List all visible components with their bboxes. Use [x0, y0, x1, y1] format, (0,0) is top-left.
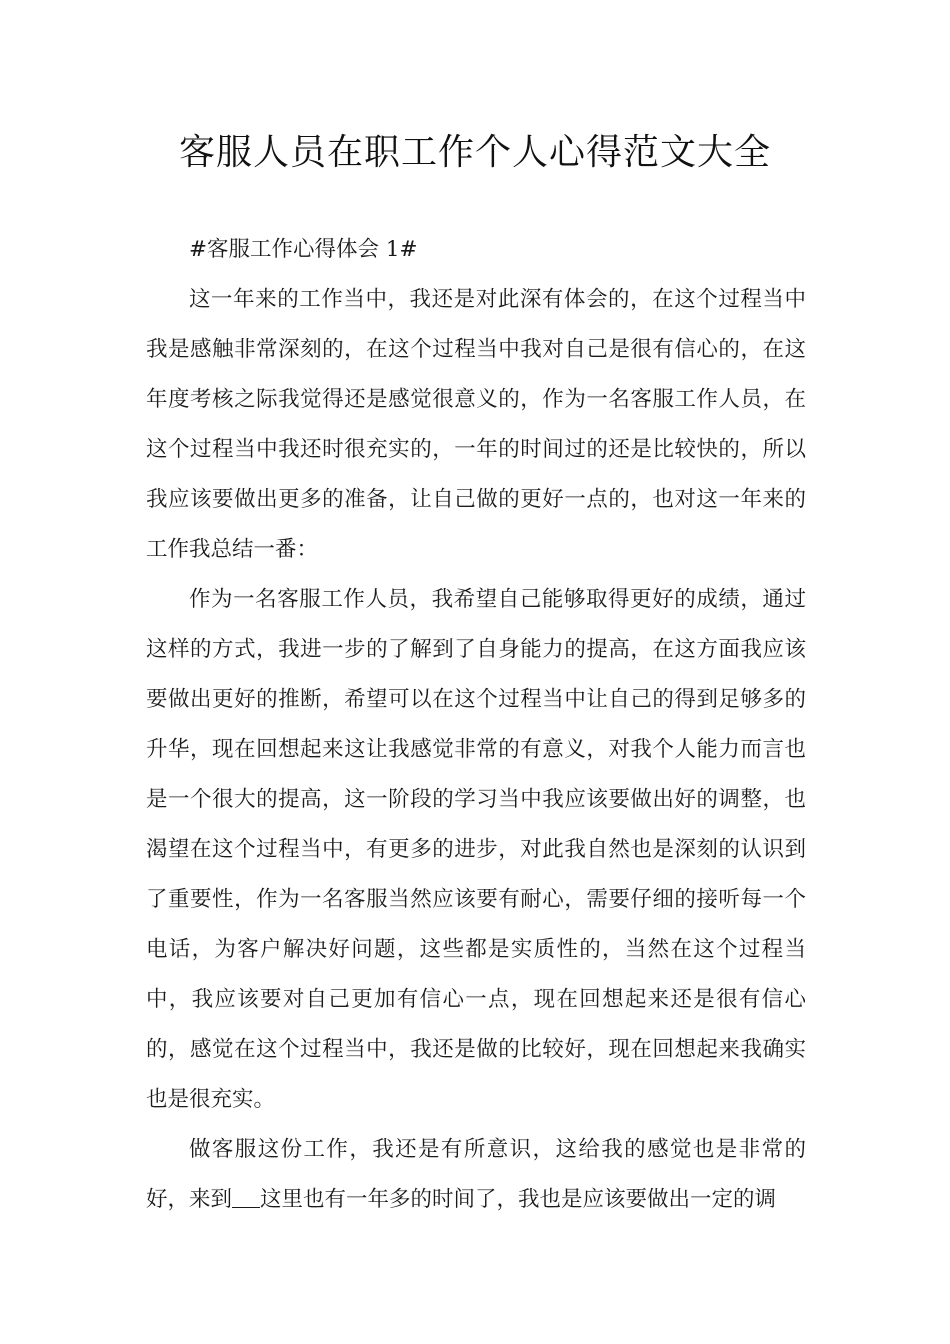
fill-in-blank: [232, 1186, 260, 1209]
paragraph-1: 这一年来的工作当中，我还是对此深有体会的，在这个过程当中我是感触非常深刻的，在这个过程当中我对自己是很有信心的，在这年度考核之际我觉得还是感觉很意义的，作为一名客服工作人员，在这个过程当中我还时很充实的，一年的时间过的还是比较快的，所以我应该要做出更多的准备，让自己做的更好一点的，也对这一年来的工作我总结一番：: [146, 287, 806, 562]
document-body: [146, 225, 806, 1225]
document-title: 客服人员在职工作个人心得范文大全: [178, 132, 771, 173]
paragraph-3: [146, 1125, 806, 1225]
paragraph-2: 作为一名客服工作人员，我希望自己能够取得更好的成绩，通过这样的方式，我进一步的了解到了自身能力的提高，在这方面我应该要做出更好的推断，希望可以在这个过程当中让自己的得到足够多的升华，现在回想起来这让我感觉非常的有意义，对我个人能力而言也是一个很大的提高，这一阶段的学习当中我应该要做出好的调整，也渴望在这个过程当中，有更多的进步，对此我自然也是深刻的认识到了重要性，作为一名客服当然应该要有耐心，需要仔细的接听每一个电话，为客户解决好问题，这些都是实质性的，当然在这个过程当中，我应该要对自己更加有信心一点，现在回想起来还是很有信心的，感觉在这个过程当中，我还是做的比较好，现在回想起来我确实也是很充实。: [146, 587, 806, 1112]
paragraph-3-part-2: 这里也有一年多的时间了，我也是应该要做出一定的调: [260, 1187, 777, 1212]
section-heading: #客服工作心得体会 1#: [189, 237, 418, 262]
paragraph-3-part-1: 做客服这份工作，我还是有所意识，这给我的感觉也是非常的好，来到: [146, 1137, 806, 1212]
